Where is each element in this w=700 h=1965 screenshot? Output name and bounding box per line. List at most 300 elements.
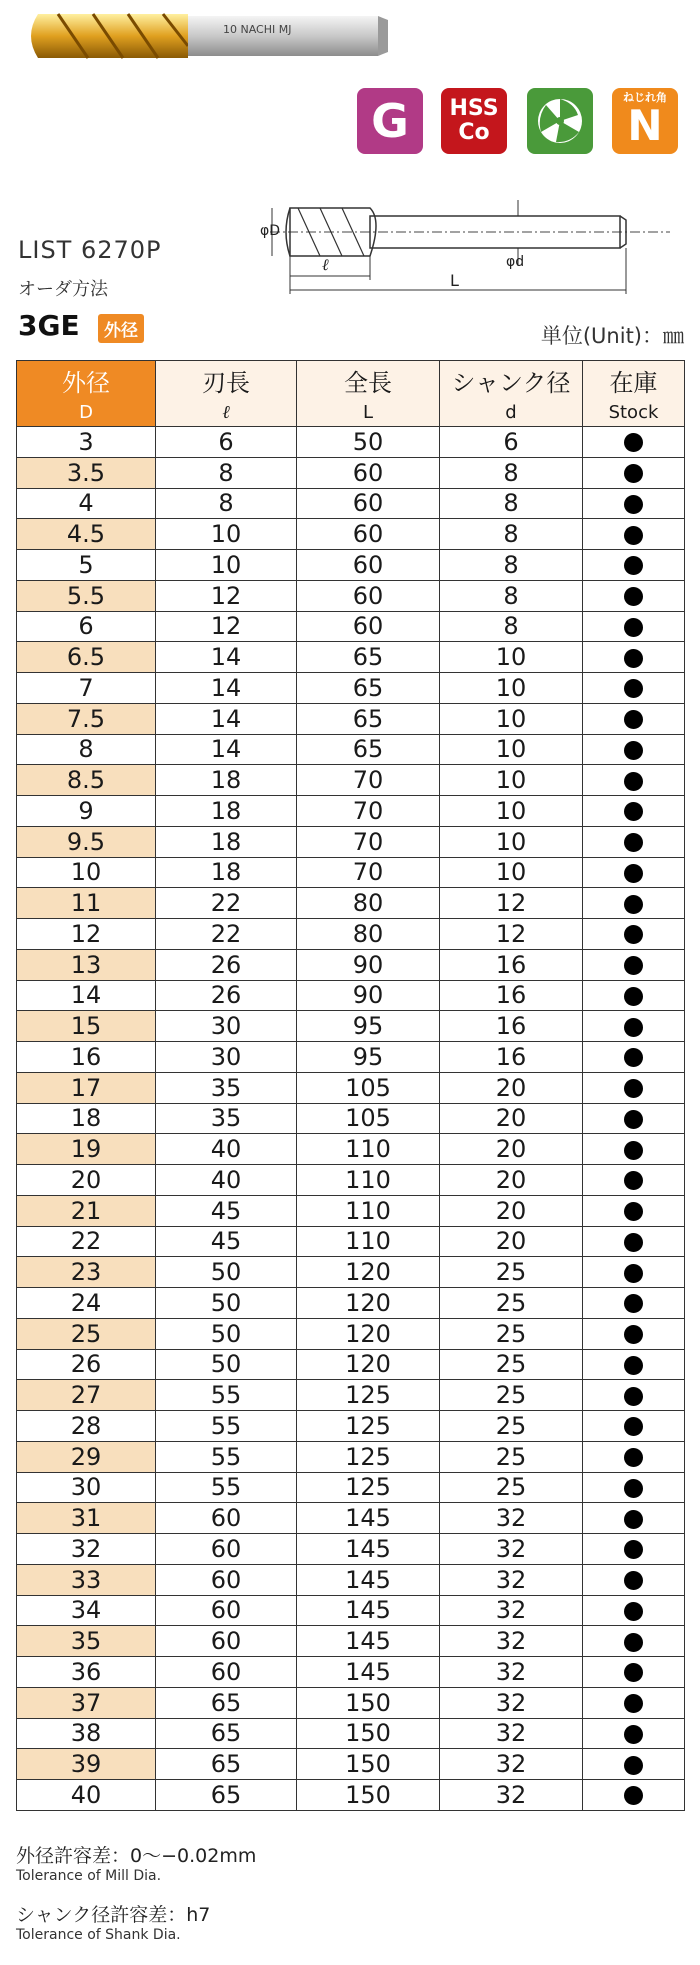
cell-shank-dia: 32 (440, 1780, 583, 1811)
cell-overall-length: 65 (297, 642, 440, 673)
table-row (17, 1318, 685, 1349)
stock-dot-icon (624, 864, 643, 883)
cell-stock (583, 1134, 685, 1165)
cell-stock (583, 519, 685, 550)
cell-overall-length: 60 (297, 580, 440, 611)
stock-dot-icon (624, 433, 643, 452)
cell-overall-length: 50 (297, 427, 440, 458)
cell-shank-dia: 8 (440, 488, 583, 519)
table-row (17, 1718, 685, 1749)
table-row (17, 949, 685, 980)
cell-overall-length: 65 (297, 673, 440, 704)
cell-outer-dia: 28 (17, 1411, 156, 1442)
cell-overall-length: 145 (297, 1564, 440, 1595)
cell-flute-length: 60 (156, 1564, 297, 1595)
cell-stock (583, 1657, 685, 1688)
cell-outer-dia: 29 (17, 1441, 156, 1472)
cell-flute-length: 18 (156, 857, 297, 888)
cell-outer-dia: 5.5 (17, 580, 156, 611)
cell-overall-length: 90 (297, 949, 440, 980)
cell-outer-dia: 38 (17, 1718, 156, 1749)
cell-shank-dia: 20 (440, 1226, 583, 1257)
cell-outer-dia: 14 (17, 980, 156, 1011)
stock-dot-icon (624, 1417, 643, 1436)
stock-dot-icon (624, 1264, 643, 1283)
cell-flute-length: 45 (156, 1226, 297, 1257)
cell-outer-dia: 3 (17, 427, 156, 458)
cell-overall-length: 125 (297, 1441, 440, 1472)
cell-stock (583, 703, 685, 734)
cell-flute-length: 45 (156, 1195, 297, 1226)
cell-overall-length: 80 (297, 888, 440, 919)
cell-stock (583, 1687, 685, 1718)
cell-outer-dia: 11 (17, 888, 156, 919)
table-row (17, 1595, 685, 1626)
cell-shank-dia: 25 (440, 1411, 583, 1442)
table-row (17, 673, 685, 704)
table-row (17, 1257, 685, 1288)
cell-overall-length: 120 (297, 1257, 440, 1288)
cell-stock (583, 826, 685, 857)
cell-outer-dia: 31 (17, 1503, 156, 1534)
cell-shank-dia: 32 (440, 1657, 583, 1688)
cell-shank-dia: 10 (440, 703, 583, 734)
cell-shank-dia: 32 (440, 1503, 583, 1534)
cell-overall-length: 120 (297, 1288, 440, 1319)
cell-shank-dia: 20 (440, 1134, 583, 1165)
cell-stock (583, 1226, 685, 1257)
cell-flute-length: 22 (156, 888, 297, 919)
stock-dot-icon (624, 1141, 643, 1160)
cell-flute-length: 60 (156, 1626, 297, 1657)
cell-flute-length: 35 (156, 1103, 297, 1134)
table-row (17, 1349, 685, 1380)
stock-dot-icon (624, 1294, 643, 1313)
stock-dot-icon (624, 1602, 643, 1621)
cell-overall-length: 95 (297, 1042, 440, 1073)
stock-dot-icon (624, 679, 643, 698)
header-shank-dia: シャンク径 (440, 361, 583, 399)
table-row (17, 1687, 685, 1718)
cell-stock (583, 580, 685, 611)
cell-stock (583, 1288, 685, 1319)
cell-outer-dia: 12 (17, 919, 156, 950)
table-row (17, 734, 685, 765)
stock-dot-icon (624, 1448, 643, 1467)
cell-shank-dia: 20 (440, 1072, 583, 1103)
cell-flute-length: 14 (156, 734, 297, 765)
material-g-badge (357, 88, 423, 154)
table-row (17, 980, 685, 1011)
cell-stock (583, 673, 685, 704)
cell-outer-dia: 25 (17, 1318, 156, 1349)
cell-shank-dia: 10 (440, 826, 583, 857)
cell-outer-dia: 19 (17, 1134, 156, 1165)
cell-outer-dia: 20 (17, 1165, 156, 1196)
cell-shank-dia: 8 (440, 611, 583, 642)
order-method-label: オーダ方法 (18, 279, 108, 300)
cell-stock (583, 734, 685, 765)
cell-overall-length: 145 (297, 1626, 440, 1657)
cell-flute-length: 60 (156, 1595, 297, 1626)
cell-flute-length: 65 (156, 1749, 297, 1780)
cell-flute-length: 50 (156, 1349, 297, 1380)
table-row (17, 1288, 685, 1319)
stock-dot-icon (624, 1571, 643, 1590)
phi-D-label: φD (260, 223, 281, 239)
table-row (17, 580, 685, 611)
cell-outer-dia: 30 (17, 1472, 156, 1503)
cell-overall-length: 145 (297, 1503, 440, 1534)
stock-dot-icon (624, 956, 643, 975)
shank-dia-tolerance-en: Tolerance of Shank Dia. (16, 1927, 181, 1943)
stock-dot-icon (624, 1048, 643, 1067)
cell-stock (583, 550, 685, 581)
stock-dot-icon (624, 741, 643, 760)
cell-flute-length: 55 (156, 1472, 297, 1503)
cell-stock (583, 1503, 685, 1534)
cell-outer-dia: 26 (17, 1349, 156, 1380)
cell-outer-dia: 35 (17, 1626, 156, 1657)
cell-shank-dia: 10 (440, 765, 583, 796)
cell-overall-length: 110 (297, 1165, 440, 1196)
stock-dot-icon (624, 1110, 643, 1129)
cell-flute-length: 26 (156, 980, 297, 1011)
cell-flute-length: 12 (156, 611, 297, 642)
cell-flute-length: 55 (156, 1380, 297, 1411)
cell-overall-length: 150 (297, 1749, 440, 1780)
cell-flute-length: 50 (156, 1318, 297, 1349)
header-overall-length-sub: L (297, 398, 440, 427)
stock-dot-icon (624, 1233, 643, 1252)
cell-shank-dia: 32 (440, 1534, 583, 1565)
table-row (17, 857, 685, 888)
cell-outer-dia: 17 (17, 1072, 156, 1103)
table-row (17, 1780, 685, 1811)
cell-stock (583, 919, 685, 950)
cell-stock (583, 1349, 685, 1380)
cell-overall-length: 70 (297, 765, 440, 796)
cell-overall-length: 145 (297, 1657, 440, 1688)
table-row (17, 765, 685, 796)
helix-angle-value: N (627, 100, 663, 150)
cell-stock (583, 949, 685, 980)
cell-overall-length: 145 (297, 1534, 440, 1565)
table-row (17, 1195, 685, 1226)
header-outer-dia-sub: D (17, 398, 156, 427)
cell-overall-length: 60 (297, 519, 440, 550)
table-row (17, 1165, 685, 1196)
cell-overall-length: 125 (297, 1411, 440, 1442)
cell-shank-dia: 6 (440, 427, 583, 458)
stock-dot-icon (624, 895, 643, 914)
cell-overall-length: 110 (297, 1134, 440, 1165)
cell-shank-dia: 8 (440, 519, 583, 550)
cell-outer-dia: 6.5 (17, 642, 156, 673)
table-row (17, 796, 685, 827)
cell-stock (583, 1534, 685, 1565)
cell-outer-dia: 37 (17, 1687, 156, 1718)
cell-stock (583, 642, 685, 673)
stock-dot-icon (624, 1079, 643, 1098)
stock-dot-icon (624, 772, 643, 791)
cell-outer-dia: 36 (17, 1657, 156, 1688)
stock-dot-icon (624, 1479, 643, 1498)
cell-shank-dia: 10 (440, 642, 583, 673)
cell-flute-length: 55 (156, 1411, 297, 1442)
cell-shank-dia: 32 (440, 1595, 583, 1626)
stock-dot-icon (624, 1663, 643, 1682)
cell-overall-length: 145 (297, 1595, 440, 1626)
cell-stock (583, 1595, 685, 1626)
header-overall-length: 全長 (297, 361, 440, 399)
table-row (17, 611, 685, 642)
cell-flute-length: 18 (156, 765, 297, 796)
header-stock: 在庫 (583, 361, 685, 399)
cell-flute-length: 60 (156, 1534, 297, 1565)
cell-overall-length: 150 (297, 1780, 440, 1811)
stock-dot-icon (624, 1202, 643, 1221)
cell-shank-dia: 32 (440, 1749, 583, 1780)
cell-stock (583, 857, 685, 888)
cell-shank-dia: 16 (440, 949, 583, 980)
cell-flute-length: 30 (156, 1011, 297, 1042)
cell-overall-length: 110 (297, 1195, 440, 1226)
cell-flute-length: 30 (156, 1042, 297, 1073)
cell-outer-dia: 5 (17, 550, 156, 581)
cell-overall-length: 150 (297, 1718, 440, 1749)
table-row (17, 1380, 685, 1411)
table-row (17, 1472, 685, 1503)
stock-dot-icon (624, 987, 643, 1006)
unit-label: 単位(Unit)：㎜ (540, 324, 684, 348)
cell-outer-dia: 34 (17, 1595, 156, 1626)
stock-dot-icon (624, 1725, 643, 1744)
stock-dot-icon (624, 1694, 643, 1713)
cell-outer-dia: 9.5 (17, 826, 156, 857)
stock-dot-icon (624, 587, 643, 606)
cell-shank-dia: 25 (440, 1380, 583, 1411)
helix-angle-badge (612, 88, 678, 154)
cell-shank-dia: 25 (440, 1257, 583, 1288)
cell-overall-length: 120 (297, 1318, 440, 1349)
table-row (17, 1011, 685, 1042)
cell-overall-length: 90 (297, 980, 440, 1011)
cell-stock (583, 1472, 685, 1503)
cell-flute-length: 65 (156, 1780, 297, 1811)
mill-dia-tolerance: 外径許容差：0～−0.02mm (16, 1845, 257, 1867)
table-row (17, 1534, 685, 1565)
cell-shank-dia: 20 (440, 1195, 583, 1226)
cell-flute-length: 10 (156, 550, 297, 581)
cell-stock (583, 1318, 685, 1349)
cell-outer-dia: 13 (17, 949, 156, 980)
cell-overall-length: 105 (297, 1072, 440, 1103)
material-g-label: G (371, 94, 409, 148)
cell-stock (583, 611, 685, 642)
table-row (17, 1503, 685, 1534)
cell-shank-dia: 16 (440, 1042, 583, 1073)
cell-shank-dia: 25 (440, 1318, 583, 1349)
cell-flute-length: 35 (156, 1072, 297, 1103)
table-row (17, 1441, 685, 1472)
stock-dot-icon (624, 1387, 643, 1406)
table-row (17, 1072, 685, 1103)
stock-dot-icon (624, 1756, 643, 1775)
cell-stock (583, 488, 685, 519)
cell-outer-dia: 27 (17, 1380, 156, 1411)
table-row (17, 1564, 685, 1595)
cell-overall-length: 70 (297, 826, 440, 857)
stock-dot-icon (624, 556, 643, 575)
spec-table (16, 360, 685, 1811)
cell-stock (583, 1380, 685, 1411)
table-row (17, 826, 685, 857)
cell-stock (583, 1718, 685, 1749)
cell-flute-length: 14 (156, 673, 297, 704)
table-row (17, 642, 685, 673)
cell-outer-dia: 15 (17, 1011, 156, 1042)
stock-dot-icon (624, 1510, 643, 1529)
header-flute-length: 刃長 (156, 361, 297, 399)
cell-outer-dia: 32 (17, 1534, 156, 1565)
three-flute-icon (527, 88, 593, 154)
cell-overall-length: 60 (297, 611, 440, 642)
stock-dot-icon (624, 802, 643, 821)
cell-stock (583, 1626, 685, 1657)
co-label: Co (458, 120, 490, 145)
table-row (17, 519, 685, 550)
code-tag-badge: 外径 (98, 314, 144, 343)
cell-flute-length: 55 (156, 1441, 297, 1472)
helix-angle-label: ねじれ角 (623, 90, 667, 104)
cell-shank-dia: 25 (440, 1349, 583, 1380)
stock-dot-icon (624, 833, 643, 852)
table-row (17, 457, 685, 488)
cell-stock (583, 1103, 685, 1134)
cell-overall-length: 60 (297, 457, 440, 488)
cell-shank-dia: 25 (440, 1288, 583, 1319)
cell-stock (583, 1011, 685, 1042)
end-mill-image (18, 6, 398, 66)
cell-shank-dia: 20 (440, 1165, 583, 1196)
table-row (17, 888, 685, 919)
cell-overall-length: 60 (297, 550, 440, 581)
table-row (17, 427, 685, 458)
dimension-drawing (260, 190, 680, 300)
cell-shank-dia: 10 (440, 857, 583, 888)
cell-shank-dia: 16 (440, 1011, 583, 1042)
cell-outer-dia: 22 (17, 1226, 156, 1257)
cell-stock (583, 1749, 685, 1780)
cell-shank-dia: 25 (440, 1441, 583, 1472)
cell-shank-dia: 10 (440, 673, 583, 704)
cell-outer-dia: 3.5 (17, 457, 156, 488)
cell-stock (583, 1257, 685, 1288)
cell-flute-length: 65 (156, 1718, 297, 1749)
cell-flute-length: 18 (156, 796, 297, 827)
cell-stock (583, 1780, 685, 1811)
cell-outer-dia: 9 (17, 796, 156, 827)
cell-outer-dia: 21 (17, 1195, 156, 1226)
cell-shank-dia: 32 (440, 1564, 583, 1595)
cell-shank-dia: 32 (440, 1626, 583, 1657)
header-stock-sub: Stock (583, 398, 685, 427)
header-shank-dia-sub: d (440, 398, 583, 427)
cell-shank-dia: 32 (440, 1687, 583, 1718)
cell-overall-length: 105 (297, 1103, 440, 1134)
cell-outer-dia: 10 (17, 857, 156, 888)
table-row (17, 703, 685, 734)
table-row (17, 550, 685, 581)
table-row (17, 1749, 685, 1780)
stock-dot-icon (624, 710, 643, 729)
cell-stock (583, 1072, 685, 1103)
cell-overall-length: 125 (297, 1472, 440, 1503)
tool-marking: 10 NACHI MJ (223, 23, 292, 36)
cell-outer-dia: 8 (17, 734, 156, 765)
table-row (17, 1657, 685, 1688)
cell-flute-length: 50 (156, 1288, 297, 1319)
hss-co-badge (441, 88, 507, 154)
cell-shank-dia: 10 (440, 734, 583, 765)
cell-shank-dia: 16 (440, 980, 583, 1011)
overall-length-label: L (450, 271, 459, 290)
cell-flute-length: 40 (156, 1134, 297, 1165)
cell-outer-dia: 4 (17, 488, 156, 519)
stock-dot-icon (624, 464, 643, 483)
cell-stock (583, 1411, 685, 1442)
table-row (17, 1103, 685, 1134)
cell-outer-dia: 40 (17, 1780, 156, 1811)
stock-dot-icon (624, 1540, 643, 1559)
cell-overall-length: 125 (297, 1380, 440, 1411)
cell-overall-length: 150 (297, 1687, 440, 1718)
stock-dot-icon (624, 1356, 643, 1375)
stock-dot-icon (624, 1018, 643, 1037)
cell-stock (583, 796, 685, 827)
cell-flute-length: 6 (156, 427, 297, 458)
cell-outer-dia: 4.5 (17, 519, 156, 550)
cell-stock (583, 1195, 685, 1226)
cell-shank-dia: 12 (440, 919, 583, 950)
cell-outer-dia: 6 (17, 611, 156, 642)
stock-dot-icon (624, 1786, 643, 1805)
cell-flute-length: 12 (156, 580, 297, 611)
cell-overall-length: 80 (297, 919, 440, 950)
cell-flute-length: 22 (156, 919, 297, 950)
stock-dot-icon (624, 618, 643, 637)
cell-stock (583, 1564, 685, 1595)
cell-flute-length: 10 (156, 519, 297, 550)
cell-shank-dia: 8 (440, 580, 583, 611)
cell-stock (583, 1441, 685, 1472)
cell-stock (583, 457, 685, 488)
cell-outer-dia: 18 (17, 1103, 156, 1134)
stock-dot-icon (624, 1633, 643, 1652)
cell-stock (583, 1042, 685, 1073)
cell-stock (583, 888, 685, 919)
header-outer-dia: 外径 (17, 361, 156, 399)
cell-shank-dia: 8 (440, 550, 583, 581)
cell-overall-length: 65 (297, 703, 440, 734)
stock-dot-icon (624, 925, 643, 944)
cell-overall-length: 70 (297, 857, 440, 888)
cell-outer-dia: 16 (17, 1042, 156, 1073)
table-row (17, 919, 685, 950)
stock-dot-icon (624, 526, 643, 545)
hss-label: HSS (449, 96, 499, 121)
